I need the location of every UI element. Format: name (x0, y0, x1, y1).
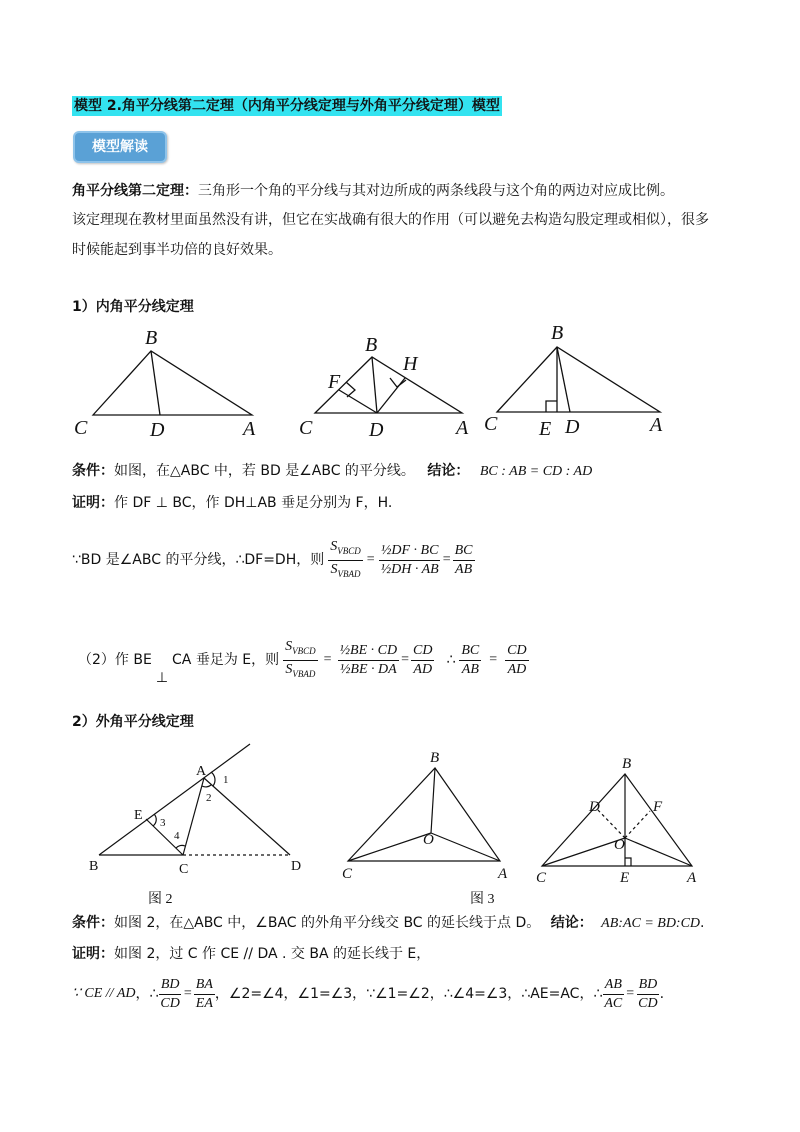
fig2-angle-label-3: 3 (160, 817, 166, 829)
outer-conclusion-formula: AB:AC = BD:CD (601, 916, 701, 931)
step2-r2-num: BC (459, 642, 481, 661)
inner-proof-label: 证明： (72, 495, 114, 511)
area-den-s: S (330, 561, 338, 577)
area2-den-s: S (285, 661, 293, 677)
fig2-angle-label-1: 1 (223, 774, 229, 786)
page-title: 模型 2.角平分线第二定理（内角平分线定理与外角平分线定理）模型 (74, 98, 500, 114)
fig3a-line-bo (431, 768, 435, 833)
fig2-angle-arc-3 (153, 814, 156, 826)
fig-b-label-a: A (456, 417, 469, 439)
outer-f1-right (194, 976, 215, 1013)
fig3a-label-o: O (423, 832, 434, 848)
mid-den: ½DH · AB (380, 561, 439, 577)
outer-angle-chain: ，∠2=∠4，∠1=∠3，∵∠1=∠2，∴∠4=∠3，∴AE=AC，∴ (214, 986, 603, 1002)
fig2-label-e: E (134, 808, 143, 823)
area-num-s: S (330, 538, 338, 554)
f2-rden: CD (638, 995, 658, 1011)
fig-c-triangle (497, 347, 660, 412)
fig-a-label-c: C (74, 417, 88, 439)
inner-condition (72, 461, 592, 482)
fig-a-label-a: A (243, 418, 256, 440)
fig2-angle-arc-2 (202, 785, 211, 787)
f1-den: CD (160, 995, 180, 1011)
fig-c-bisector (557, 347, 570, 412)
fig2-angle-label-4: 4 (174, 830, 180, 842)
fig3a-label-b: B (430, 750, 440, 766)
step2-r1-num: CD (411, 642, 434, 661)
inner-step2-mid-fraction (338, 642, 400, 679)
inner-proof-text: 作 DF ⊥ BC，作 DH⊥AB 垂足分别为 F，H. (114, 495, 393, 511)
theorem-term: 角平分线第二定理： (72, 183, 198, 199)
result-num: BC (453, 542, 475, 561)
perp-symbol: ⊥ (155, 670, 169, 686)
result-den: AB (455, 561, 473, 577)
fig3-caption: 图 3 (470, 892, 495, 907)
f1-rden: EA (195, 995, 213, 1011)
fig2-line-ad (204, 778, 290, 855)
outer-proof-text: 如图 2，过 C 作 CE // DA . 交 BA 的延长线于 E， (114, 946, 431, 962)
outer-condition: 条件：如图 2，在△ABC 中，∠BAC 的外角平分线交 BC 的延长线于点 D。 结论： AB:AC = BD:CD. (72, 915, 705, 931)
outer-condition-text: 如图 2，在△ABC 中，∠BAC 的外角平分线交 BC 的延长线于点 D。 (114, 915, 541, 931)
area-den-sub: VBAD (337, 568, 361, 579)
fig-c-label-d: D (565, 416, 580, 438)
fig-a-bisector (151, 351, 160, 415)
step2-r3-den: AD (507, 661, 527, 677)
mid-num: ½DF · BC (379, 542, 441, 561)
fig-b-perp-df (339, 390, 377, 413)
fig-b-bisector (372, 357, 377, 413)
therefore-symbol: ∴ (446, 652, 456, 668)
inner-conclusion-label: 结论： (427, 463, 470, 479)
fig3b-label-f: F (653, 799, 663, 815)
fig2-angle-arc-1 (211, 772, 215, 786)
inner-step1-text: ∵BD 是∠ABC 的平分线，∴DF=DH，则 (72, 552, 325, 568)
inner-proof-line (72, 493, 392, 513)
outer-proof-chain: ∵ CE // AD ，∴ $\frac{BD}{CD}$ = $\frac{BA}{EA}$ ，∠2=∠4，∠1=∠3，∵∠1=∠2，∴∠4=∠3，∴AE=AC，∴ $\frac{AB}{AC}$ = $\frac{BD}{CD}$ . (72, 976, 665, 1011)
f2-den: AC (604, 995, 623, 1011)
inner-step1-result (453, 542, 475, 579)
f2-num: AB (603, 976, 624, 995)
fig3b-label-b: B (622, 756, 632, 772)
inner-step2-r1 (411, 642, 434, 679)
fig2-label-d: D (291, 859, 302, 874)
fig2-angle-arc-4 (176, 845, 185, 848)
fig-c-right-angle (546, 401, 557, 412)
step2-mid-num: ½BE · CD (338, 642, 400, 661)
inner-step1-mid-fraction (379, 542, 441, 579)
theorem-definition (72, 181, 674, 201)
fig-b-label-f: F (328, 371, 341, 393)
fig2-angle-label-2: 2 (206, 792, 212, 804)
outer-proof-line (72, 944, 430, 964)
fig3b-label-a: A (687, 870, 697, 886)
outer-f1-left (158, 976, 181, 1013)
outer-f2-left (602, 976, 624, 1013)
fig-b-label-c: C (299, 417, 313, 439)
area2-den-sub: VBAD (292, 668, 316, 679)
area2-num-s: S (285, 638, 293, 654)
fig3b-label-c: C (536, 870, 547, 886)
fig2-label-c: C (179, 862, 189, 877)
fig-a-triangle (93, 351, 252, 415)
inner-condition-label: 条件： (72, 463, 114, 479)
fig-a-label-b: B (145, 327, 158, 349)
outer-so-1: ，∴ (135, 986, 159, 1002)
fig-c-label-c: C (484, 413, 498, 435)
fig3b-perp-od (596, 808, 625, 838)
area-num-sub: VBCD (337, 545, 361, 556)
outer-proof-label: 证明： (72, 946, 114, 962)
outer-bisector-figures (80, 738, 720, 913)
fig2-label-a: A (196, 764, 207, 779)
fig3b-label-d: D (589, 799, 600, 815)
fig3b-perp-of (625, 811, 650, 838)
fig-b-label-h: H (403, 353, 418, 375)
fig-a-label-d: D (150, 419, 165, 441)
step2-r3-num: CD (505, 642, 528, 661)
theorem-note-line1: 该定理现在教材里面虽然没有讲，但它在实战确有很大的作用（可以避免去构造勾股定理或相似），很多 (72, 212, 709, 228)
inner-step2-area-ratio (283, 638, 318, 683)
inner-step2-r2 (459, 642, 481, 679)
section-inner-bisector-heading: 1）内角平分线定理 (72, 299, 194, 315)
outer-condition-label: 条件： (72, 915, 114, 931)
model-explanation-badge: 模型解读 (73, 131, 167, 163)
theorem-note-line2: 时候能起到事半功倍的良好效果。 (72, 242, 282, 258)
step2-r1-den: AD (413, 661, 433, 677)
step2-mid-den: ½BE · DA (339, 661, 397, 677)
fig-b-label-b: B (365, 334, 378, 356)
section-outer-bisector-heading: 2）外角平分线定理 (72, 714, 194, 730)
f1-rnum: BA (194, 976, 215, 995)
fig3a-label-c: C (342, 866, 353, 882)
fig2-label-b: B (89, 859, 99, 874)
fig-c-label-b: B (551, 322, 564, 344)
inner-step2-r3 (505, 642, 528, 679)
inner-condition-text: 如图，在△ABC 中，若 BD 是∠ABC 的平分线。 (114, 463, 415, 479)
outer-f2-right (636, 976, 659, 1013)
theorem-text: 三角形一个角的平分线与其对边所成的两条线段与这个角的两边对应成比例。 (198, 183, 674, 199)
inner-conclusion-formula: BC : AB = CD : AD (479, 464, 593, 479)
inner-step1-area-ratio (328, 538, 363, 583)
fig-c-label-e: E (539, 418, 552, 440)
inner-step2-prefix: （2）作 BE (78, 652, 152, 668)
fig3b-label-o: O (614, 837, 625, 853)
f1-num: BD (159, 976, 182, 995)
fig2-caption: 图 2 (148, 892, 173, 907)
inner-bisector-figures (60, 320, 700, 445)
fig-c-label-a: A (650, 414, 663, 436)
fig3b-right-angle-e (625, 858, 631, 866)
outer-since-parallel: ∵ CE // AD (72, 986, 136, 1001)
area2-num-sub: VBCD (292, 645, 316, 656)
inner-step2: （2）作 BE ⊥ CA 垂足为 E，则 $\frac{S_{VBCD}}{S_{VBAD}}$ = $\frac{\text{½BE · CD}}{\text{½BE · DA}}$ = $\frac{CD}{AD}$ ∴ $\frac{BC}{AB}$ = $\frac{CD}{AD}$ (78, 638, 527, 686)
f2-rnum: BD (637, 976, 660, 995)
fig2-line-ac (183, 778, 204, 855)
fig-b-label-d: D (369, 419, 384, 441)
fig3a-label-a: A (498, 866, 508, 882)
outer-conclusion-label: 结论： (550, 915, 593, 931)
inner-step2-text: CA 垂足为 E，则 (172, 652, 280, 668)
step2-r2-den: AB (461, 661, 479, 677)
fig3b-label-e: E (620, 870, 630, 886)
inner-step1: ∵BD 是∠ABC 的平分线，∴DF=DH，则 $\frac{S_{VBCD}}{S_{VBAD}}$ = $\frac{\text{½DF · BC}}{\text{½DH · AB}}$ = $\frac{BC}{AB}$ (72, 530, 475, 590)
